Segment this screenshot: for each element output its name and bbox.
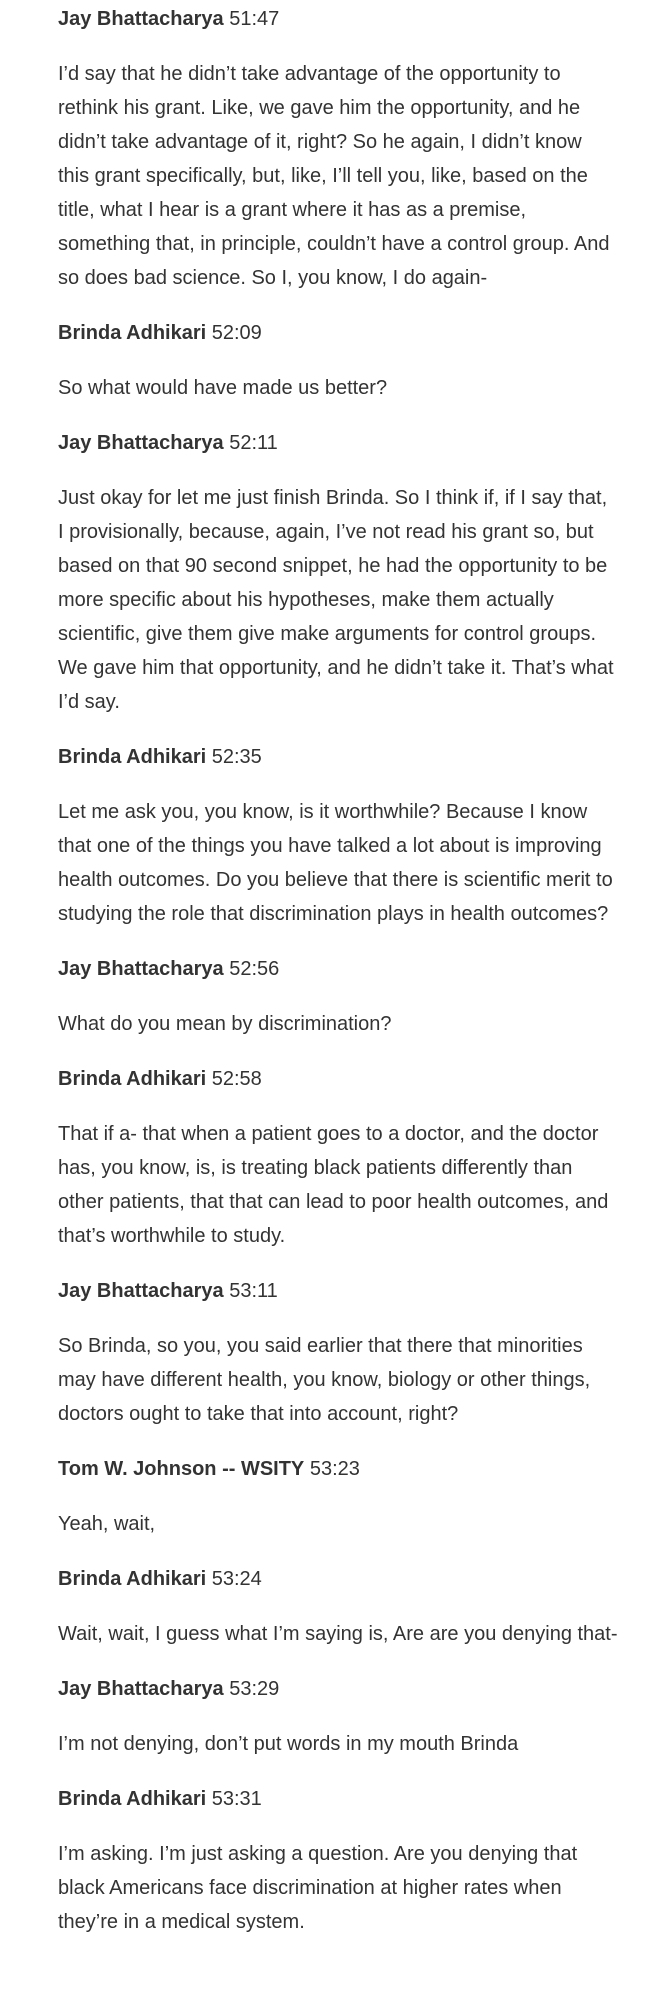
- utterance-text: I’m asking. I’m just asking a question. Are you denying that black Americans face discrimination at higher rates when they’re in a medical system.: [58, 1843, 578, 1933]
- speaker-name: Jay Bhattacharya: [58, 432, 224, 454]
- speaker-line: [58, 1565, 618, 1593]
- speaker-name: Tom W. Johnson -- WSITY: [58, 1458, 305, 1480]
- utterance-text: I’d say that he didn’t take advantage of the opportunity to rethink his grant. Like, we gave him the opportunity, and he didn’t take advantage of it, right? So he again, I didn’t know this grant specifically, but, like, I’ll tell you, like, based on the title, what I hear is a grant where it has as a premise, something that, in principle, couldn’t have a control group. And so does bad science. So I, you know, I do again-: [58, 63, 610, 289]
- speaker-line: [58, 5, 618, 33]
- speaker-name: Brinda Adhikari: [58, 746, 207, 768]
- speaker-name: Jay Bhattacharya: [58, 1678, 224, 1700]
- speaker-line: [58, 1277, 618, 1305]
- utterance-text: What do you mean by discrimination?: [58, 1013, 392, 1035]
- speaker-name: Brinda Adhikari: [58, 1568, 207, 1590]
- utterance-text: Let me ask you, you know, is it worthwhile? Because I know that one of the things you have talked a lot about is improving health outcomes. Do you believe that there is scientific merit to studying the role that discrimination plays in health outcomes?: [58, 801, 613, 925]
- speaker-name: Jay Bhattacharya: [58, 958, 224, 980]
- transcript-entry: [58, 1565, 618, 1651]
- speaker-name: Jay Bhattacharya: [58, 8, 224, 30]
- timestamp: 52:09: [211, 322, 262, 344]
- speaker-name: Brinda Adhikari: [58, 1068, 207, 1090]
- speaker-name: Brinda Adhikari: [58, 322, 207, 344]
- timestamp: 51:47: [229, 8, 280, 30]
- speaker-line: [58, 743, 618, 771]
- utterance-text: Yeah, wait,: [58, 1513, 156, 1535]
- speaker-line: [58, 1785, 618, 1813]
- speaker-name: Jay Bhattacharya: [58, 1280, 224, 1302]
- transcript-entry: [58, 319, 618, 405]
- timestamp: 53:23: [309, 1458, 360, 1480]
- transcript-entry: [58, 1675, 618, 1761]
- utterance-text: So what would have made us better?: [58, 377, 388, 399]
- transcript-entry: [58, 1065, 618, 1253]
- timestamp: 53:11: [229, 1280, 278, 1302]
- timestamp: 52:35: [211, 746, 262, 768]
- utterance-text: I’m not denying, don’t put words in my mouth Brinda: [58, 1733, 519, 1755]
- timestamp: 53:29: [229, 1678, 280, 1700]
- speaker-line: [58, 429, 618, 457]
- timestamp: 53:24: [211, 1568, 262, 1590]
- speaker-line: [58, 319, 618, 347]
- transcript-entry: [58, 1277, 618, 1431]
- timestamp: 52:56: [229, 958, 280, 980]
- transcript-entry: [58, 1785, 618, 1939]
- transcript-entry: [58, 743, 618, 931]
- timestamp: 52:58: [211, 1068, 262, 1090]
- speaker-line: [58, 955, 618, 983]
- utterance-text: That if a- that when a patient goes to a doctor, and the doctor has, you know, is, is treating black patients differently than other patients, that that can lead to poor health outcomes, and that’s worthwhile to study.: [58, 1123, 609, 1247]
- utterance-text: Just okay for let me just finish Brinda. So I think if, if I say that, I provisionally, because, again, I’ve not read his grant so, but based on that 90 second snippet, he had the opportunity to be more specific about his hypotheses, make them actually scientific, give them give make arguments for control groups. We gave him that opportunity, and he didn’t take it. That’s what I’d say.: [58, 487, 614, 713]
- speaker-name: Brinda Adhikari: [58, 1788, 207, 1810]
- timestamp: 52:11: [229, 432, 278, 454]
- speaker-line: [58, 1455, 618, 1483]
- speaker-line: [58, 1065, 618, 1093]
- speaker-line: [58, 1675, 618, 1703]
- timestamp: 53:31: [211, 1788, 262, 1810]
- transcript-entry: [58, 429, 618, 719]
- utterance-text: Wait, wait, I guess what I’m saying is, Are are you denying that-: [58, 1623, 618, 1645]
- transcript-entry: [58, 955, 618, 1041]
- transcript-entry: [58, 5, 618, 295]
- transcript-entry: [58, 1455, 618, 1541]
- utterance-text: So Brinda, so you, you said earlier that there that minorities may have different health, you know, biology or other things, doctors ought to take that into account, right?: [58, 1335, 591, 1425]
